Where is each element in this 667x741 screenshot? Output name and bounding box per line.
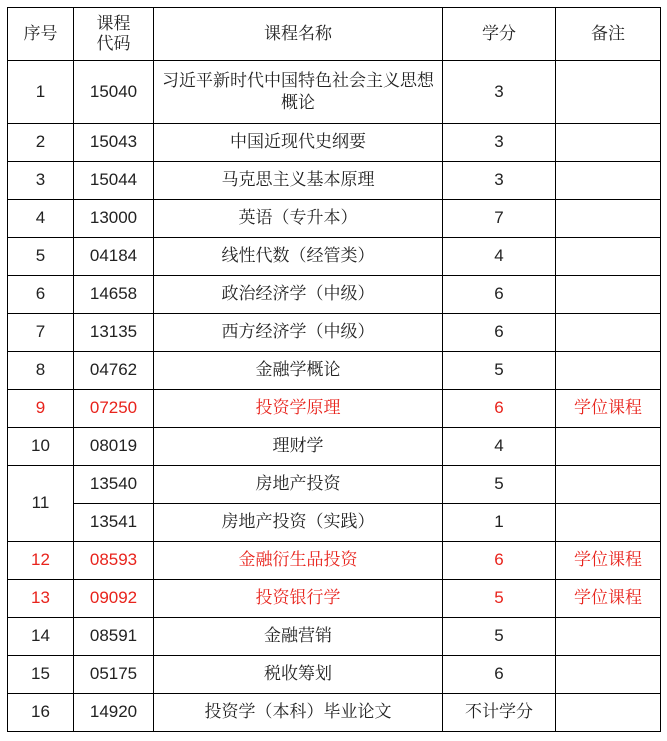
row-course-name: 金融营销 [154, 618, 443, 656]
row-credit: 1 [443, 504, 556, 542]
row-course-name: 政治经济学（中级） [154, 276, 443, 314]
row-course-name: 税收筹划 [154, 656, 443, 694]
row-credit: 5 [443, 618, 556, 656]
row-note [556, 466, 661, 504]
table-row [8, 200, 661, 238]
row-note: 学位课程 [556, 580, 661, 618]
table-row [8, 466, 661, 504]
row-course-name: 房地产投资 [154, 466, 443, 504]
row-code: 14658 [74, 276, 154, 314]
header-code-line2: 代码 [96, 34, 131, 54]
row-note [556, 200, 661, 238]
row-code: 09092 [74, 580, 154, 618]
row-code: 07250 [74, 390, 154, 428]
row-course-name: 金融学概论 [154, 352, 443, 390]
row-code: 04762 [74, 352, 154, 390]
row-code: 08019 [74, 428, 154, 466]
row-seq: 6 [8, 276, 74, 314]
row-credit: 不计学分 [443, 694, 556, 732]
row-seq: 2 [8, 124, 74, 162]
row-credit: 3 [443, 124, 556, 162]
table-row [8, 124, 661, 162]
row-credit: 3 [443, 162, 556, 200]
table-row-degree-course [8, 580, 661, 618]
row-course-name: 马克思主义基本原理 [154, 162, 443, 200]
table-row [8, 352, 661, 390]
row-note [556, 162, 661, 200]
row-credit: 6 [443, 314, 556, 352]
row-code: 13541 [74, 504, 154, 542]
header-note: 备注 [556, 8, 661, 61]
header-code-line1: 课程 [96, 13, 131, 34]
row-course-name: 西方经济学（中级） [154, 314, 443, 352]
row-note: 学位课程 [556, 390, 661, 428]
table-row [8, 504, 661, 542]
row-note [556, 238, 661, 276]
row-credit: 5 [443, 466, 556, 504]
row-course-name: 习近平新时代中国特色社会主义思想概论 [154, 61, 443, 124]
row-code: 15043 [74, 124, 154, 162]
header-code [74, 8, 154, 61]
table-row [8, 162, 661, 200]
row-credit: 6 [443, 276, 556, 314]
row-code: 15044 [74, 162, 154, 200]
row-note [556, 314, 661, 352]
row-code: 14920 [74, 694, 154, 732]
row-code: 13000 [74, 200, 154, 238]
row-note [556, 656, 661, 694]
row-course-name: 线性代数（经管类） [154, 238, 443, 276]
row-course-name: 理财学 [154, 428, 443, 466]
row-seq: 13 [8, 580, 74, 618]
row-seq: 11 [8, 466, 74, 542]
row-course-name: 房地产投资（实践） [154, 504, 443, 542]
row-note [556, 618, 661, 656]
table-row [8, 314, 661, 352]
row-credit: 6 [443, 390, 556, 428]
row-seq: 14 [8, 618, 74, 656]
row-credit: 4 [443, 428, 556, 466]
row-credit: 6 [443, 542, 556, 580]
row-course-name: 投资学原理 [154, 390, 443, 428]
header-name: 课程名称 [154, 8, 443, 61]
table-row [8, 61, 661, 124]
row-credit: 7 [443, 200, 556, 238]
row-course-name: 金融衍生品投资 [154, 542, 443, 580]
row-seq: 7 [8, 314, 74, 352]
row-note: 学位课程 [556, 542, 661, 580]
row-course-name: 英语（专升本） [154, 200, 443, 238]
row-code: 08591 [74, 618, 154, 656]
row-code: 13135 [74, 314, 154, 352]
row-credit: 6 [443, 656, 556, 694]
table-row [8, 656, 661, 694]
table-row [8, 428, 661, 466]
row-code: 13540 [74, 466, 154, 504]
row-seq: 15 [8, 656, 74, 694]
row-course-name: 投资银行学 [154, 580, 443, 618]
row-code: 08593 [74, 542, 154, 580]
row-code: 04184 [74, 238, 154, 276]
row-seq: 5 [8, 238, 74, 276]
header-row [8, 8, 661, 61]
row-course-name: 中国近现代史纲要 [154, 124, 443, 162]
row-seq: 8 [8, 352, 74, 390]
table-row [8, 276, 661, 314]
row-credit: 3 [443, 61, 556, 124]
row-seq: 9 [8, 390, 74, 428]
table-row-degree-course [8, 542, 661, 580]
row-note [556, 276, 661, 314]
row-note [556, 694, 661, 732]
table-row [8, 618, 661, 656]
row-note [556, 352, 661, 390]
row-credit: 4 [443, 238, 556, 276]
row-seq: 4 [8, 200, 74, 238]
header-credit: 学分 [443, 8, 556, 61]
row-note [556, 504, 661, 542]
row-credit: 5 [443, 352, 556, 390]
table-row [8, 238, 661, 276]
row-seq: 12 [8, 542, 74, 580]
row-seq: 3 [8, 162, 74, 200]
row-seq: 10 [8, 428, 74, 466]
row-note [556, 61, 661, 124]
row-code: 15040 [74, 61, 154, 124]
row-note [556, 428, 661, 466]
row-seq: 1 [8, 61, 74, 124]
row-seq: 16 [8, 694, 74, 732]
header-seq: 序号 [8, 8, 74, 61]
table-row-degree-course [8, 390, 661, 428]
row-note [556, 124, 661, 162]
row-code: 05175 [74, 656, 154, 694]
row-credit: 5 [443, 580, 556, 618]
table-row [8, 694, 661, 732]
course-table [7, 7, 661, 732]
row-course-name: 投资学（本科）毕业论文 [154, 694, 443, 732]
